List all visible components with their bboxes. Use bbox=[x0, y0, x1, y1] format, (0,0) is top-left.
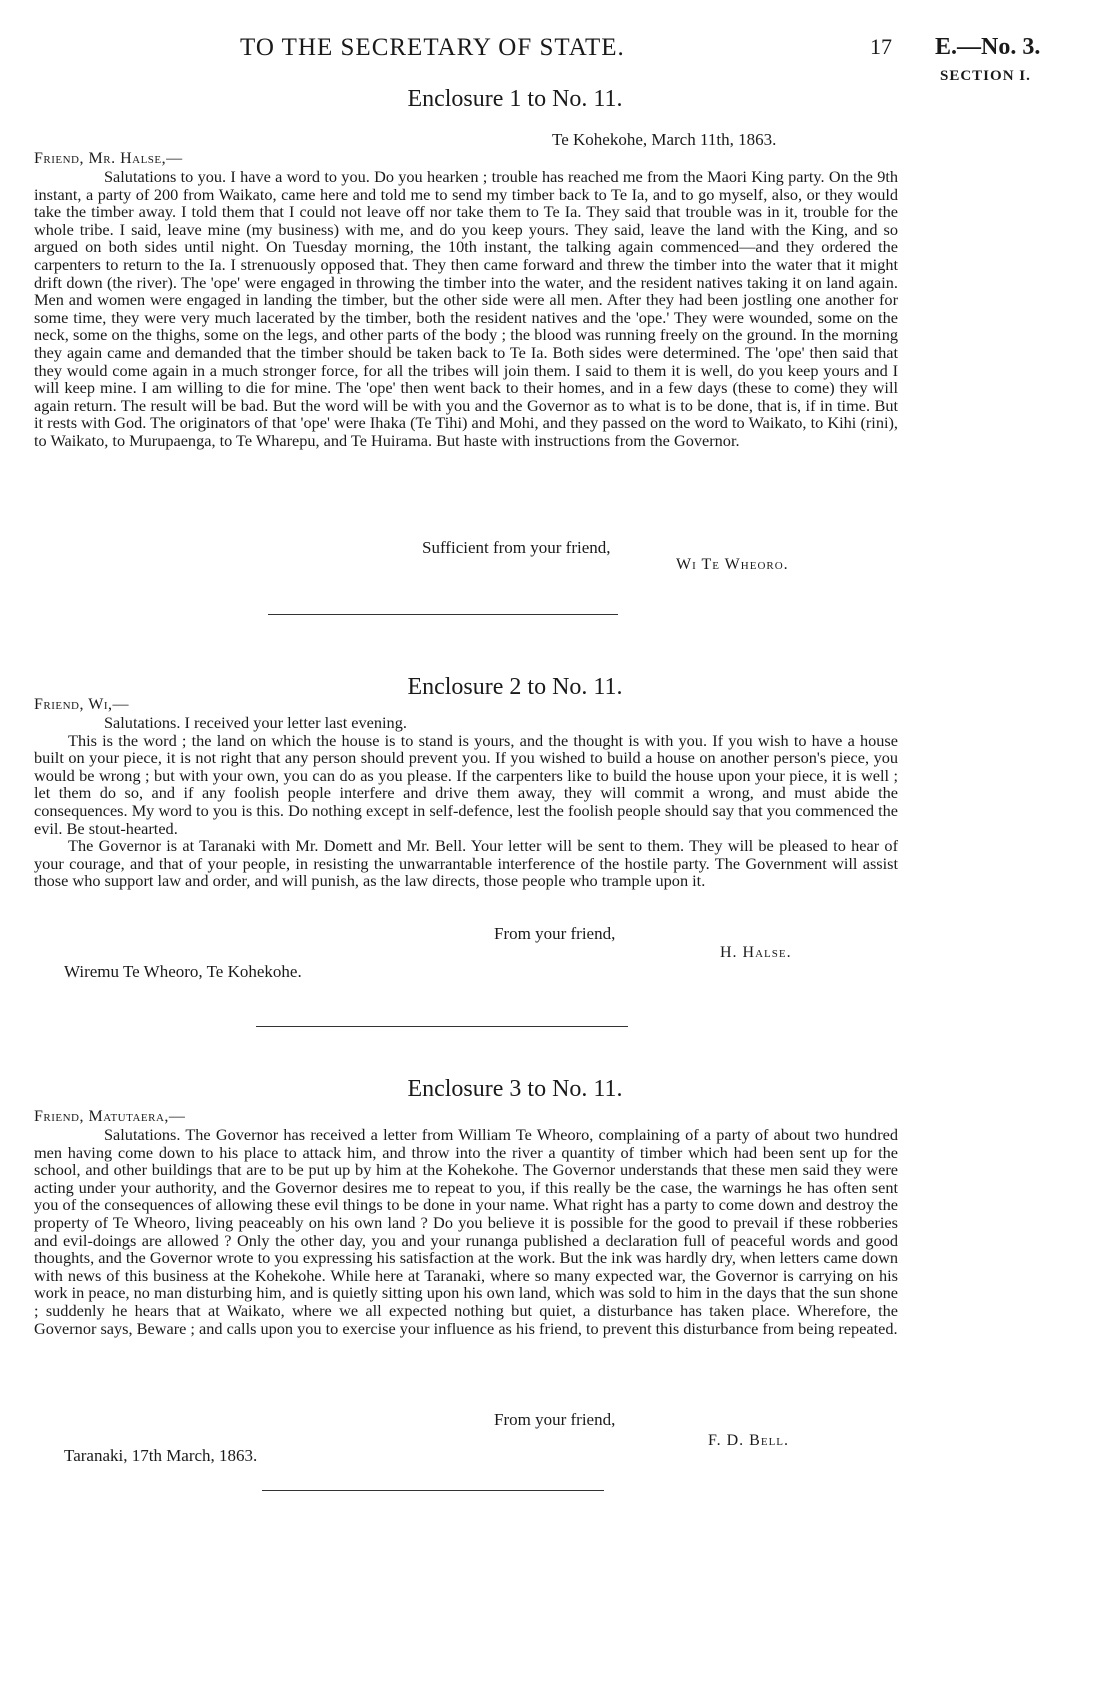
enclosure-1-closing: Sufficient from your friend, bbox=[422, 538, 611, 557]
enclosure-2-body bbox=[34, 714, 898, 890]
enclosure-1-dateline: Te Kohekohe, March 11th, 1863. bbox=[552, 130, 777, 149]
enclosure-2-closing: From your friend, bbox=[494, 924, 616, 943]
enclosure-1-paragraph: Salutations to you. I have a word to you. Do you hearken ; trouble has reached me from the Maori King party. On the 9th instant, a party of 200 from Waikato, came here and told me to send my timber back to Te Ia, and to go myself, also, or they would take the timber away. I told them that I could not leave off nor take them to Te Ia. They said that trouble was in it, trouble for the whole tribe. I said, leave mine (my business) with me, and do you keep yours. They said, leave the land with the King, and so argued on both sides until night. On Tuesday morning, the 10th instant, the talking again commenced—and they ordered the carpenters to return to the Ia. I strenuously opposed that. They then came forward and threw the timber into the water that it might drift down (the river). The 'ope' were engaged in throwing the timber into the water, and the resident natives taking it on land again. Men and women were engaged in landing the timber, but the other side were all men. After they had been jostling one another for some time, they were very much lacerated by the timber, both the resident natives and the 'ope.' They were wounded, some on the neck, some on the thighs, some on the legs, and other parts of the body ; the blood was running freely on the ground. In the morning they again came and demanded that the timber should be taken back to Te Ia. Both sides were determined. The 'ope' then said that they would come again in a much stronger force, for all the tribes will join them. I said to them it is well, do you keep yours and I will keep mine. I am willing to die for mine. The 'ope' then went back to their homes, and in a few days (these to come) they will again return. The result will be bad. But the word will be with you and the Governor as to what is to be done, that is, if in time. But it rests with God. The originators of that 'ope' were Ihaka (Te Tihi) and Mohi, and they passed on the word to Waikato, to Kihi (rini), to Waikato, to Murupaenga, to Te Wharepu, and Te Huirama. But haste with instructions from the Governor. bbox=[34, 167, 898, 450]
enclosure-3-closing: From your friend, bbox=[494, 1410, 616, 1429]
divider bbox=[262, 1490, 604, 1491]
enclosure-2-title: Enclosure 2 to No. 11. bbox=[407, 674, 623, 700]
enclosure-2-signature: H. Halse. bbox=[720, 944, 792, 961]
divider bbox=[268, 614, 618, 615]
enclosure-2-paragraph: Salutations. I received your letter last evening. bbox=[104, 713, 407, 732]
enclosure-2-paragraph: This is the word ; the land on which the house is to stand is yours, and the thought is with you. If you wish to have a house built on your piece, it is not right that any person should prevent you. If you wished to build a house on another person's piece, you would be wrong ; but with your own, you can do as you please. If the carpenters like to build the house upon your piece, it is well ; let them do so, and if any foolish people interfere and drive them away, they will commit a wrong, and must abide the consequences. My word to you is this. Do nothing except in self-defence, lest the foolish people should say that you commenced the evil. Be stout-hearted. bbox=[34, 730, 898, 838]
enclosure-1-salutation: Friend, Mr. Halse,— bbox=[34, 150, 183, 167]
section-label: SECTION I. bbox=[940, 68, 1031, 84]
page-header-title: TO THE SECRETARY OF STATE. bbox=[240, 34, 625, 61]
enclosure-3-salutation: Friend, Matutaera,— bbox=[34, 1108, 186, 1125]
enclosure-3-paragraph: Salutations. The Governor has received a letter from William Te Wheoro, complaining of a party of about two hundred men having come down to his place to attack him, and throw into the river a quantity of timber which had been sent up for the school, and other buildings that are to be put up by him at the Kohekohe. The Governor understands that these men said they were acting under your authority, and the Governor desires me to repeat to you, if this really be the case, the warnings he has often sent you of the consequences of allowing these evil things to be done in your name. What right has a party to come down and destroy the property of Te Wheoro, living peaceably on his own land ? Do you believe it is possible for the good to prevail if these robberies and evil-doings are allowed ? Only the other day, you and your runanga published a declaration full of peaceful words and good thoughts, and the Governor wrote to you expressing his satisfaction at the work. But the ink was hardly dry, when letters came down with news of this business at the Kohekohe. While here at Taranaki, where so many expected war, the Governor is carrying on his work in peace, no man disturbing him, and is quietly sitting upon his own land, which was sold to him in the days that the sun shone ; suddenly he hears that at Waikato, where we all expected nothing but quiet, a disturbance has taken place. Wherefore, the Governor says, Beware ; and calls upon you to exercise your influence as his friend, to prevent this disturbance from being repeated. bbox=[34, 1125, 898, 1338]
enclosure-2-addressee: Wiremu Te Wheoro, Te Kohekohe. bbox=[64, 962, 302, 981]
page-number: 17 bbox=[870, 34, 892, 59]
enclosure-2-salutation: Friend, Wi,— bbox=[34, 696, 129, 713]
enclosure-1-signature: Wi Te Wheoro. bbox=[676, 556, 789, 573]
divider bbox=[256, 1026, 628, 1027]
document-reference: E.—No. 3. bbox=[935, 34, 1041, 60]
enclosure-1-title: Enclosure 1 to No. 11. bbox=[407, 86, 623, 112]
enclosure-2-paragraph: The Governor is at Taranaki with Mr. Domett and Mr. Bell. Your letter will be sent to them. They will be pleased to hear of your courage, and that of your people, in resisting the unwarrantable interference of the hostile party. The Government will assist those who support law and order, and will punish, as the law directs, those people who trample upon it. bbox=[34, 836, 898, 891]
enclosure-3-signature: F. D. Bell. bbox=[708, 1432, 790, 1449]
enclosure-3-body bbox=[34, 1126, 898, 1337]
enclosure-3-dateline: Taranaki, 17th March, 1863. bbox=[64, 1446, 258, 1465]
enclosure-1-body bbox=[34, 168, 898, 450]
enclosure-3-title: Enclosure 3 to No. 11. bbox=[407, 1076, 623, 1102]
